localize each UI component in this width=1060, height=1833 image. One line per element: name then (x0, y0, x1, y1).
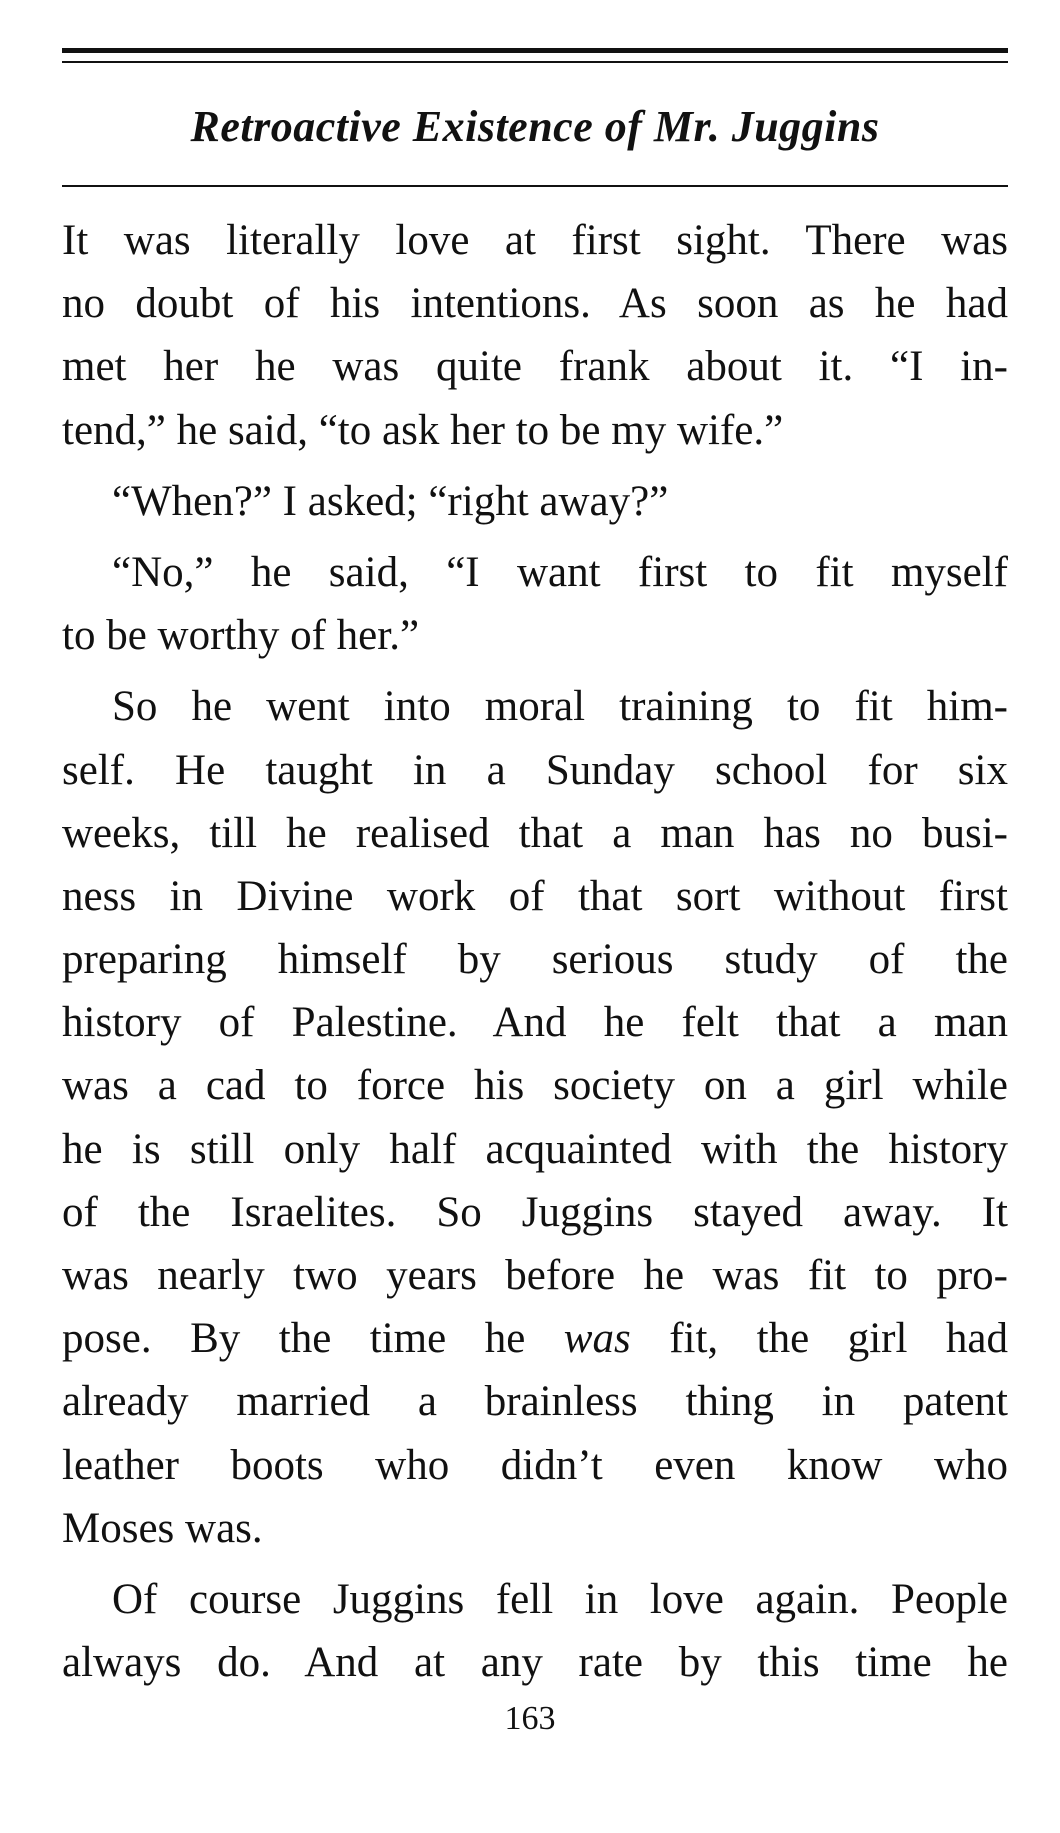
top-rule-thick (62, 48, 1008, 53)
body-text (62, 209, 1008, 1694)
text-line: pose. By the time he was fit, the girl had (62, 1315, 1009, 1363)
page-number: 163 (504, 1700, 556, 1737)
text-line: ness in Divine work of that sort without first (62, 872, 1008, 920)
text-line: of the Israelites. So Juggins stayed away. It (62, 1188, 1008, 1236)
head-rule (62, 185, 1008, 187)
text-line: already married a brainless thing in patent (62, 1378, 1008, 1426)
text-line: “No,” he said, “I want first to fit myself (112, 548, 1008, 596)
paragraph-gap (62, 533, 1008, 541)
text-line: was a cad to force his society on a girl while (62, 1062, 1008, 1110)
text-line: tend,” he said, “to ask her to be my wife.” (62, 406, 784, 454)
paragraph-gap (62, 667, 1008, 675)
text-line: preparing himself by serious study of the (62, 936, 1008, 984)
paragraph-gap (62, 1560, 1008, 1568)
text-line: no doubt of his intentions. As soon as he had (62, 280, 1008, 328)
text-line: weeks, till he realised that a man has no busi- (62, 809, 1008, 857)
running-head: Retroactive Existence of Mr. Juggins (190, 102, 880, 151)
text-line: to be worthy of her.” (62, 612, 420, 660)
text-line: It was literally love at first sight. There was (62, 217, 1008, 264)
text-line: history of Palestine. And he felt that a man (62, 999, 1008, 1047)
text-line: “When?” I asked; “right away?” (112, 477, 669, 525)
text-line: So he went into moral training to fit him- (112, 683, 1008, 731)
book-page (62, 48, 1008, 1694)
text-line: he is still only half acquainted with the history (62, 1125, 1008, 1173)
text-line: leather boots who didn’t even know who (62, 1441, 1008, 1489)
text-line: always do. And at any rate by this time he (62, 1639, 1008, 1687)
text-line: Moses was. (62, 1504, 263, 1552)
text-line: self. He taught in a Sunday school for six (62, 746, 1008, 794)
text-line: met her he was quite frank about it. “I in- (62, 343, 1008, 391)
text-line: was nearly two years before he was fit to pro- (62, 1252, 1008, 1299)
paragraph-gap (62, 462, 1008, 470)
top-rule-thin (62, 61, 1008, 63)
text-line: Of course Juggins fell in love again. People (112, 1575, 1008, 1623)
